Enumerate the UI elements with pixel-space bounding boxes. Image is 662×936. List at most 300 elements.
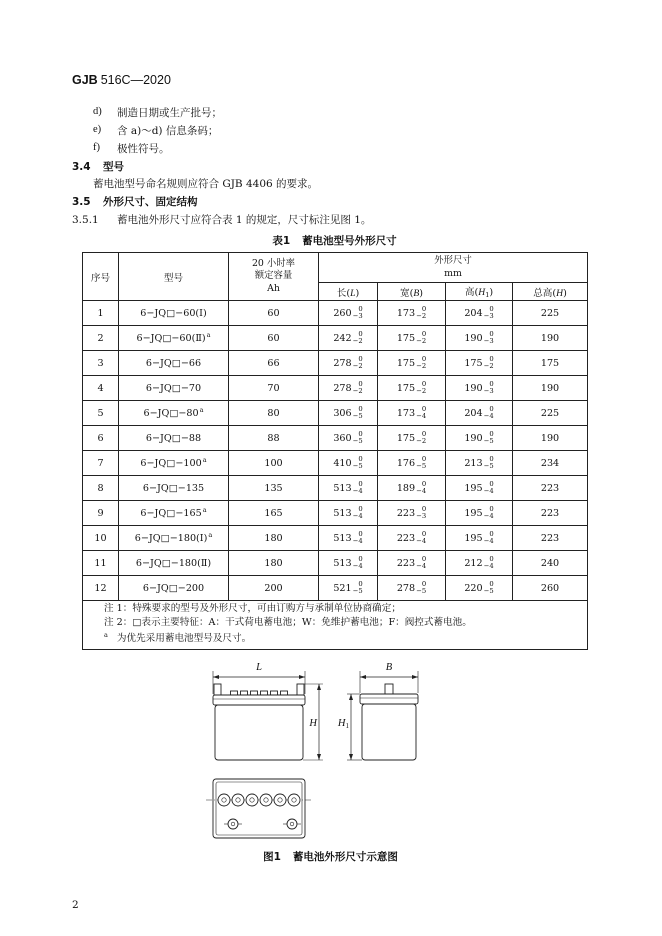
height-dimension (464, 381, 493, 395)
width-nominal: 223 (396, 507, 416, 519)
total-height: 175 (540, 357, 560, 369)
width-lower-deviation: −4 (416, 412, 427, 420)
length-upper-deviation: 0 (358, 304, 363, 313)
length-nominal: 513 (333, 557, 352, 569)
figure-caption-number: 图1 (263, 851, 281, 863)
row-number: 1 (97, 307, 104, 319)
width-cell (378, 551, 446, 576)
total-height-cell (513, 426, 588, 451)
header-total-height (513, 283, 588, 301)
total-height: 225 (540, 307, 560, 319)
vent-cap (274, 794, 286, 806)
length-dimension (333, 531, 362, 545)
capacity-cell (229, 576, 319, 601)
preferred-mark: a (202, 455, 207, 464)
table-row (83, 426, 588, 451)
header-height-subscript: 1 (485, 291, 490, 299)
top-terminal-negative (287, 819, 297, 829)
preferred-mark: a (208, 530, 213, 539)
total-height-arrow-top (317, 684, 321, 690)
model-cell (119, 326, 229, 351)
width-cell (378, 376, 446, 401)
table-footnote (104, 632, 587, 646)
battery-dimension-figure (195, 655, 445, 845)
width-upper-deviation: 0 (421, 329, 427, 338)
header-capacity-line2: 额定容量 (254, 270, 293, 282)
total-height-cell (513, 576, 588, 601)
length-lower-deviation: −3 (352, 312, 363, 320)
length-upper-deviation: 0 (358, 579, 363, 588)
section-number: 3.4 (72, 161, 91, 173)
model-cell (119, 401, 229, 426)
height-lower-deviation: −5 (483, 437, 494, 445)
table-row (83, 501, 588, 526)
width-lower-deviation: −2 (416, 362, 427, 370)
height-upper-deviation: 0 (489, 479, 494, 488)
length-dimension (333, 506, 362, 520)
width-dimension (397, 506, 426, 520)
height-dimension (464, 431, 493, 445)
capacity-cell (229, 376, 319, 401)
total-height: 190 (540, 432, 560, 444)
capacity-cell (229, 451, 319, 476)
side-terminal (385, 684, 393, 694)
length-cell (319, 401, 378, 426)
width-tolerance (416, 331, 426, 345)
height-lower-deviation: −5 (483, 587, 494, 595)
rated-capacity: 135 (264, 482, 283, 494)
front-view (213, 671, 323, 760)
capacity-cell (229, 526, 319, 551)
length-upper-deviation: 0 (358, 354, 363, 363)
rated-capacity: 165 (264, 507, 283, 519)
width-nominal: 176 (396, 457, 416, 469)
height-cell (446, 526, 513, 551)
total-height-cell (513, 401, 588, 426)
section-title: 外形尺寸、固定结构 (103, 196, 198, 208)
side-lid (360, 694, 418, 704)
length-tolerance (353, 531, 363, 545)
length-dimension (333, 581, 362, 595)
front-vent-cap (231, 691, 238, 695)
width-dimension (397, 556, 426, 570)
width-cell (378, 501, 446, 526)
height-upper-deviation: 0 (489, 504, 494, 513)
length-cell (319, 301, 378, 326)
width-tolerance (416, 506, 426, 520)
row-number: 2 (97, 332, 104, 344)
height-nominal: 195 (464, 507, 483, 519)
width-dimension (397, 381, 426, 395)
height-cell (446, 326, 513, 351)
height-cell (446, 476, 513, 501)
height-lower-deviation: −4 (483, 412, 494, 420)
height-lower-deviation: −4 (483, 512, 494, 520)
table-row (83, 326, 588, 351)
width-dimension (397, 356, 426, 370)
rated-capacity: 60 (267, 332, 280, 344)
height-upper-deviation: 0 (489, 529, 494, 538)
length-cell (319, 551, 378, 576)
list-item-text: 极性符号。 (117, 143, 170, 155)
height-cell (446, 301, 513, 326)
preferred-mark: a (199, 405, 204, 414)
row-number: 6 (97, 432, 104, 444)
front-vent-cap (241, 691, 248, 695)
clause-number: 3.5.1 (72, 214, 99, 226)
width-lower-deviation: −5 (416, 587, 427, 595)
height-dimension (464, 506, 493, 520)
height-tolerance (484, 431, 494, 445)
length-nominal: 513 (333, 482, 352, 494)
row-number: 12 (94, 582, 107, 594)
width-nominal: 173 (396, 307, 416, 319)
model-designation: 6−JQ□−60(Ⅱ) (136, 332, 206, 344)
capacity-cell (229, 551, 319, 576)
header-length (319, 283, 378, 301)
total-height: 234 (540, 457, 560, 469)
height-nominal: 190 (464, 382, 483, 394)
capacity-cell (229, 476, 319, 501)
width-upper-deviation: 0 (421, 479, 427, 488)
model-designation: 6−JQ□−70 (145, 382, 202, 394)
width-upper-deviation: 0 (421, 404, 427, 413)
height-tolerance (484, 481, 494, 495)
total-height: 223 (540, 482, 560, 494)
battery-dimensions-table (82, 252, 588, 650)
header-capacity-unit: Ah (267, 282, 280, 294)
length-lower-deviation: −2 (352, 387, 363, 395)
height-dimension (464, 556, 493, 570)
height-upper-deviation: 0 (489, 454, 494, 463)
width-dimension (397, 431, 426, 445)
height-nominal: 190 (464, 332, 483, 344)
length-upper-deviation: 0 (358, 554, 363, 563)
height-arrow-bottom (349, 754, 353, 760)
height-cell (446, 576, 513, 601)
width-nominal: 175 (396, 382, 416, 394)
total-height-cell (513, 351, 588, 376)
model-cell (119, 301, 229, 326)
length-cell (319, 576, 378, 601)
height-cell (446, 401, 513, 426)
row-number-cell (83, 551, 119, 576)
total-height-cell (513, 501, 588, 526)
height-tolerance (484, 331, 494, 345)
vent-cap (218, 794, 230, 806)
width-tolerance (416, 556, 426, 570)
length-cell (319, 476, 378, 501)
document-code (72, 73, 171, 88)
width-upper-deviation: 0 (421, 504, 427, 513)
header-dimensions-unit: mm (444, 267, 462, 279)
header-length-suffix: ) (355, 287, 360, 299)
capacity-cell (229, 501, 319, 526)
top-terminal-positive-center (231, 822, 235, 826)
width-tolerance (416, 306, 426, 320)
height-cell (446, 376, 513, 401)
row-number-cell (83, 401, 119, 426)
table-notes-row (83, 601, 588, 650)
width-dimension (397, 456, 426, 470)
length-cell (319, 451, 378, 476)
height-dimension (464, 481, 493, 495)
header-dimensions (319, 253, 588, 283)
total-height-cell (513, 326, 588, 351)
total-height: 190 (540, 382, 560, 394)
clause-body: 蓄电池外形尺寸应符合表 1 的规定，尺寸标注见图 1。 (117, 214, 372, 226)
table-caption-title: 蓄电池型号外形尺寸 (302, 235, 397, 247)
vent-cap (288, 794, 300, 806)
list-marker: e) (93, 124, 102, 135)
row-number-cell (83, 501, 119, 526)
width-upper-deviation: 0 (421, 454, 427, 463)
height-nominal: 190 (464, 432, 483, 444)
height-lower-deviation: −3 (483, 312, 494, 320)
table-notes (83, 601, 588, 650)
row-number-cell (83, 301, 119, 326)
width-cell (378, 476, 446, 501)
total-height-cell (513, 476, 588, 501)
height-tolerance (484, 456, 494, 470)
length-dimension (333, 356, 362, 370)
row-number: 4 (97, 382, 104, 394)
length-lower-deviation: −5 (352, 412, 363, 420)
front-lid (213, 695, 305, 705)
height-cell (446, 501, 513, 526)
list-marker: f) (93, 142, 100, 153)
width-lower-deviation: −4 (416, 537, 427, 545)
header-model (119, 253, 229, 301)
length-nominal: 513 (333, 532, 352, 544)
length-dimension (333, 331, 362, 345)
front-case (215, 705, 303, 760)
table-row (83, 301, 588, 326)
row-number: 11 (94, 557, 107, 569)
width-tolerance (416, 406, 426, 420)
model-cell (119, 351, 229, 376)
height-lower-deviation: −4 (483, 537, 494, 545)
length-lower-deviation: −5 (352, 437, 363, 445)
height-upper-deviation: 0 (489, 354, 494, 363)
header-capacity (229, 253, 319, 301)
width-nominal: 223 (396, 532, 416, 544)
height-nominal: 175 (464, 357, 483, 369)
length-label: L (256, 662, 262, 673)
preferred-mark: a (206, 330, 211, 339)
length-tolerance (353, 506, 363, 520)
model-designation: 6−JQ□−100 (140, 457, 202, 469)
model-designation: 6−JQ□−88 (145, 432, 202, 444)
height-nominal: 212 (464, 557, 483, 569)
rated-capacity: 200 (264, 582, 283, 594)
length-cell (319, 526, 378, 551)
height-upper-deviation: 0 (489, 304, 494, 313)
header-height-prefix: 高( (464, 287, 479, 298)
width-lower-deviation: −5 (416, 462, 427, 470)
model-designation: 6−JQ□−180(Ⅰ) (134, 532, 208, 544)
row-number: 5 (97, 407, 104, 419)
length-tolerance (353, 556, 363, 570)
table-row (83, 376, 588, 401)
length-tolerance (353, 431, 363, 445)
row-number-cell (83, 576, 119, 601)
section-title: 型号 (103, 161, 124, 173)
width-cell (378, 351, 446, 376)
table-body (83, 301, 588, 601)
length-cell (319, 351, 378, 376)
length-arrow-right (299, 675, 305, 679)
length-upper-deviation: 0 (358, 379, 363, 388)
front-terminal-left (214, 684, 221, 695)
preferred-mark: a (202, 505, 207, 514)
vent-cap (232, 794, 244, 806)
capacity-cell (229, 301, 319, 326)
height-lower-deviation: −3 (483, 387, 494, 395)
table-row (83, 351, 588, 376)
width-lower-deviation: −2 (416, 312, 427, 320)
width-tolerance (416, 531, 426, 545)
rated-capacity: 66 (267, 357, 280, 369)
height-dimension (464, 356, 493, 370)
model-cell (119, 426, 229, 451)
length-tolerance (353, 381, 363, 395)
width-lower-deviation: −2 (416, 387, 427, 395)
total-height-label: H (309, 718, 317, 729)
model-cell (119, 476, 229, 501)
height-cell (446, 351, 513, 376)
model-cell (119, 376, 229, 401)
rated-capacity: 180 (264, 532, 283, 544)
height-nominal: 204 (464, 307, 483, 319)
width-dimension (397, 531, 426, 545)
width-upper-deviation: 0 (421, 529, 427, 538)
capacity-cell (229, 401, 319, 426)
front-vent-cap (261, 691, 268, 695)
model-designation: 6−JQ□−80 (143, 407, 199, 419)
width-dimension (397, 481, 426, 495)
front-terminal-right (297, 684, 304, 695)
table-caption-number: 表1 (272, 235, 291, 247)
length-dimension (333, 556, 362, 570)
width-upper-deviation: 0 (421, 304, 427, 313)
side-view (347, 671, 418, 760)
length-tolerance (353, 481, 363, 495)
width-lower-deviation: −2 (416, 437, 427, 445)
width-cell (378, 576, 446, 601)
total-height-arrow-bottom (317, 754, 321, 760)
capacity-cell (229, 351, 319, 376)
row-number: 9 (97, 507, 104, 519)
figure-caption (82, 850, 579, 864)
table-note: 注 1：特殊要求的型号及外形尺寸，可由订购方与承制单位协商确定； (104, 603, 401, 614)
figure-caption-title: 蓄电池外形尺寸示意图 (292, 851, 398, 863)
height-arrow-top (349, 694, 353, 700)
length-tolerance (353, 456, 363, 470)
length-lower-deviation: −4 (352, 487, 363, 495)
width-upper-deviation: 0 (421, 554, 427, 563)
header-dimensions-title: 外形尺寸 (434, 255, 472, 266)
width-upper-deviation: 0 (421, 579, 427, 588)
length-arrow-left (213, 675, 219, 679)
length-cell (319, 426, 378, 451)
table-note: 注 2：□表示主要特征：A：干式荷电蓄电池；W：免维护蓄电池；F：阀控式蓄电池。 (104, 617, 472, 628)
width-tolerance (416, 581, 426, 595)
height-nominal: 213 (464, 457, 483, 469)
height-lower-deviation: −5 (483, 462, 494, 470)
rated-capacity: 80 (267, 407, 280, 419)
table-row (83, 551, 588, 576)
width-cell (378, 526, 446, 551)
document-code-number: 516C—2020 (100, 73, 171, 87)
model-designation: 6−JQ□−135 (142, 482, 205, 494)
length-nominal: 306 (333, 407, 352, 419)
model-cell (119, 526, 229, 551)
length-lower-deviation: −2 (352, 362, 363, 370)
rated-capacity: 100 (264, 457, 283, 469)
height-upper-deviation: 0 (489, 379, 494, 388)
model-cell (119, 501, 229, 526)
header-width-prefix: 宽( (400, 287, 414, 299)
height-tolerance (484, 381, 494, 395)
rated-capacity: 180 (264, 557, 283, 569)
row-number: 10 (94, 532, 107, 544)
length-cell (319, 501, 378, 526)
height-nominal: 204 (464, 407, 483, 419)
width-cell (378, 301, 446, 326)
height-dimension (464, 331, 493, 345)
total-height-cell (513, 526, 588, 551)
header-height-suffix: ) (489, 287, 494, 298)
length-dimension (333, 306, 362, 320)
header-width-symbol: B (413, 287, 420, 299)
width-upper-deviation: 0 (421, 379, 427, 388)
width-tolerance (416, 456, 426, 470)
table-header-row (83, 253, 588, 283)
header-model-label: 型号 (163, 272, 184, 284)
length-nominal: 360 (333, 432, 352, 444)
length-dimension (333, 381, 362, 395)
height-upper-deviation: 0 (489, 429, 494, 438)
front-vent-cap (251, 691, 258, 695)
total-height-cell (513, 451, 588, 476)
length-upper-deviation: 0 (358, 429, 363, 438)
width-nominal: 278 (396, 582, 416, 594)
height-dimension (464, 306, 493, 320)
header-total-height-prefix: 总高( (533, 287, 557, 299)
table-row (83, 576, 588, 601)
rated-capacity: 70 (267, 382, 280, 394)
length-nominal: 260 (333, 307, 352, 319)
width-dimension (397, 331, 426, 345)
length-nominal: 513 (333, 507, 352, 519)
list-item-text: 含 a)～d) 信息条码； (117, 125, 219, 137)
row-number-cell (83, 476, 119, 501)
width-lower-deviation: −4 (416, 487, 427, 495)
length-lower-deviation: −5 (352, 587, 363, 595)
row-number-cell (83, 376, 119, 401)
header-height-symbol: H (478, 287, 486, 298)
length-dimension (333, 456, 362, 470)
length-upper-deviation: 0 (358, 329, 363, 338)
total-height: 223 (540, 507, 560, 519)
width-nominal: 175 (396, 432, 416, 444)
row-number-cell (83, 426, 119, 451)
height-upper-deviation: 0 (489, 329, 494, 338)
rated-capacity: 88 (267, 432, 280, 444)
length-tolerance (353, 356, 363, 370)
header-length-symbol: L (350, 287, 356, 299)
